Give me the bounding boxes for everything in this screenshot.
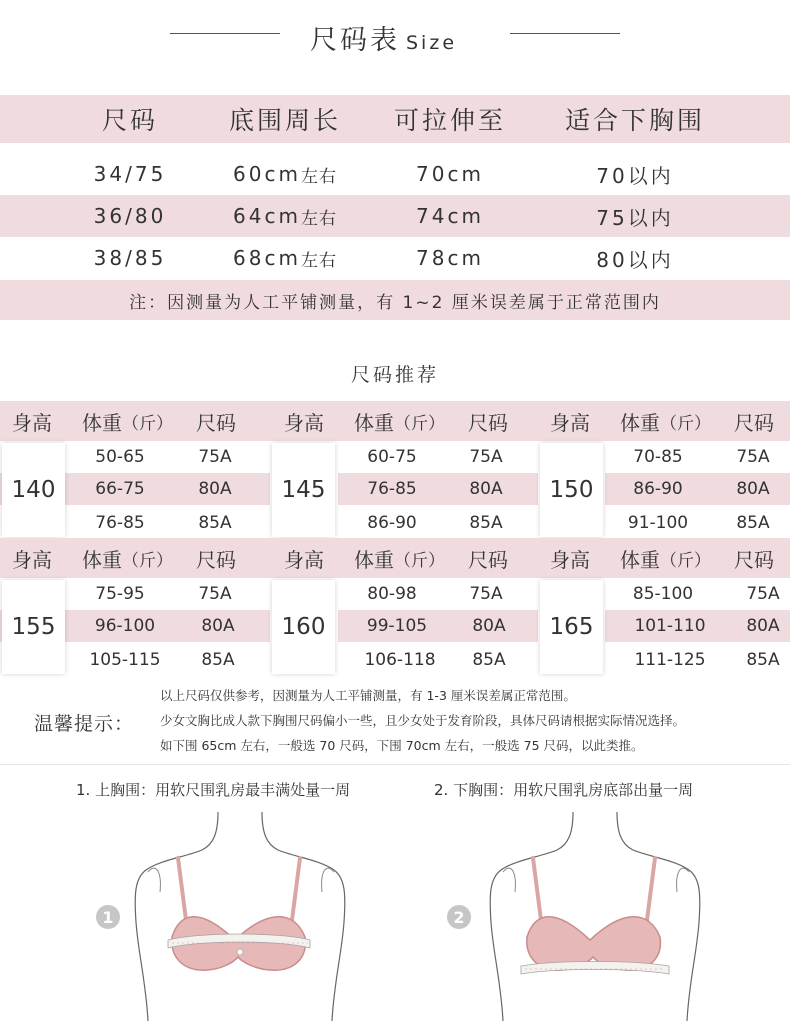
tips-label: 温馨提示： — [34, 713, 135, 735]
weight-label: 体重 — [620, 410, 660, 435]
fit-cell: 75以内 — [596, 205, 674, 230]
recommend-title: 尺码推荐 — [350, 364, 439, 386]
tip-line: 以上尺码仅供参考，因测量为人工平铺测量，有 1-3 厘米误差属正常范围。 — [160, 688, 576, 703]
weight-cell: 60-75 — [367, 447, 417, 467]
weight-cell: 106-118 — [364, 650, 436, 670]
size-cell: 85A — [746, 650, 780, 670]
size-row — [0, 237, 790, 279]
size-cell: 80A — [469, 479, 503, 499]
weight-label: 体重 — [82, 410, 122, 435]
weight-cell: 105-115 — [89, 650, 161, 670]
stretch-cell: 78cm — [416, 246, 484, 270]
size-cell: 75A — [198, 447, 232, 467]
step-number-1: 1 — [96, 905, 120, 929]
weight-cell: 101-110 — [634, 616, 706, 636]
size-table-header — [0, 95, 790, 143]
size-cell: 75A — [736, 447, 770, 467]
size-cell: 85A — [736, 513, 770, 533]
title-cn: 尺码表 — [310, 25, 400, 56]
height-cell: 155 — [2, 580, 65, 674]
header-size: 尺码 — [734, 547, 774, 572]
band-num: 64cm — [233, 204, 301, 228]
weight-cell: 80-98 — [367, 584, 417, 604]
title-en: Size — [406, 32, 458, 54]
measure-caption-underbust: 2. 下胸围：用软尺围乳房底部出量一周 — [434, 781, 694, 799]
header-size: 尺码 — [101, 106, 158, 135]
height-cell: 165 — [540, 580, 603, 674]
note-band — [0, 280, 790, 320]
size-cell: 85A — [198, 513, 232, 533]
header-stretch: 可拉伸至 — [393, 106, 506, 135]
underbust-figure — [445, 812, 705, 1021]
header-size: 尺码 — [196, 410, 236, 435]
band-unit: 左右 — [300, 208, 337, 229]
header-size: 尺码 — [468, 410, 508, 435]
weight-cell: 91-100 — [627, 513, 689, 533]
height-cell: 150 — [540, 443, 603, 537]
header-height: 身高 — [284, 410, 324, 435]
header-height: 身高 — [550, 410, 590, 435]
upper-bust-illustration — [90, 812, 350, 1021]
header-height: 身高 — [12, 547, 52, 572]
weight-unit: （斤） — [122, 550, 173, 571]
header-size: 尺码 — [468, 547, 508, 572]
underbust-illustration — [445, 812, 705, 1021]
weight-unit: （斤） — [394, 550, 445, 571]
size-cell: 80A — [736, 479, 770, 499]
weight-cell: 111-125 — [634, 650, 706, 670]
size-cell: 80A — [198, 479, 232, 499]
page-title — [310, 18, 457, 57]
tip-line: 少女文胸比成人款下胸围尺码偏小一些，且少女处于发育阶段，具体尺码请根据实际情况选择。 — [160, 713, 686, 728]
header-weight — [82, 401, 173, 441]
size-row — [0, 153, 790, 195]
header-height: 身高 — [550, 547, 590, 572]
weight-unit: （斤） — [660, 413, 711, 434]
measure-caption-upper-bust: 1. 上胸围：用软尺围乳房最丰满处量一周 — [76, 781, 351, 799]
header-height: 身高 — [12, 410, 52, 435]
weight-unit: （斤） — [660, 550, 711, 571]
size-cell: 80A — [472, 616, 506, 636]
weight-cell: 96-100 — [94, 616, 156, 636]
weight-cell: 76-85 — [367, 479, 417, 499]
recommend-header — [0, 401, 790, 441]
height-cell: 160 — [272, 580, 335, 674]
weight-cell: 76-85 — [95, 513, 145, 533]
recommend-header — [0, 538, 790, 578]
weight-cell: 85-100 — [632, 584, 694, 604]
title-divider-right — [510, 33, 620, 34]
header-weight — [82, 538, 173, 578]
size-cell: 80A — [201, 616, 235, 636]
weight-cell: 75-95 — [95, 584, 145, 604]
size-cell: 85A — [201, 650, 235, 670]
weight-label: 体重 — [354, 410, 394, 435]
band-cell — [195, 153, 375, 195]
size-cell: 80A — [746, 616, 780, 636]
recommend-block-2 — [0, 538, 790, 678]
weight-cell: 99-105 — [366, 616, 428, 636]
stretch-cell: 74cm — [416, 204, 484, 228]
page-title-block — [0, 14, 790, 58]
size-cell: 75A — [198, 584, 232, 604]
step-number-2: 2 — [447, 905, 471, 929]
header-weight — [620, 538, 711, 578]
size-cell: 38/85 — [93, 246, 167, 270]
size-cell: 75A — [469, 447, 503, 467]
header-size: 尺码 — [196, 547, 236, 572]
weight-unit: （斤） — [394, 413, 445, 434]
header-weight — [620, 401, 711, 441]
weight-unit: （斤） — [122, 413, 173, 434]
stretch-cell: 70cm — [416, 162, 484, 186]
fit-cell: 80以内 — [596, 247, 674, 272]
header-fit-underbust: 适合下胸围 — [564, 106, 705, 135]
size-cell: 36/80 — [93, 204, 167, 228]
weight-cell: 50-65 — [95, 447, 145, 467]
measurement-note: 注：因测量为人工平铺测量，有 1~2 厘米误差属于正常范围内 — [129, 292, 661, 313]
size-cell: 85A — [472, 650, 506, 670]
weight-cell: 86-90 — [633, 479, 683, 499]
weight-cell: 86-90 — [367, 513, 417, 533]
band-unit: 左右 — [300, 166, 337, 187]
weight-label: 体重 — [354, 547, 394, 572]
weight-cell: 70-85 — [633, 447, 683, 467]
height-cell: 140 — [2, 443, 65, 537]
fit-cell: 70以内 — [596, 163, 674, 188]
header-height: 身高 — [284, 547, 324, 572]
header-band-length: 底围周长 — [228, 106, 341, 135]
size-cell: 34/75 — [93, 162, 167, 186]
tip-line: 如下围 65cm 左右，一般选 70 尺码，下围 70cm 左右，一般选 75 尺码，以此类推。 — [160, 738, 644, 753]
size-cell: 85A — [469, 513, 503, 533]
size-cell: 75A — [746, 584, 780, 604]
weight-cell: 66-75 — [95, 479, 145, 499]
section-divider — [0, 764, 790, 765]
size-row — [0, 195, 790, 237]
title-divider-left — [170, 33, 280, 34]
band-cell — [195, 237, 375, 279]
header-size: 尺码 — [734, 410, 774, 435]
weight-label: 体重 — [82, 547, 122, 572]
band-unit: 左右 — [300, 250, 337, 271]
weight-label: 体重 — [620, 547, 660, 572]
upper-bust-figure — [90, 812, 350, 1021]
band-num: 60cm — [233, 162, 301, 186]
header-weight — [354, 538, 445, 578]
band-cell — [195, 195, 375, 237]
band-num: 68cm — [233, 246, 301, 270]
height-cell: 145 — [272, 443, 335, 537]
header-weight — [354, 401, 445, 441]
size-cell: 75A — [469, 584, 503, 604]
recommend-block-1 — [0, 401, 790, 537]
